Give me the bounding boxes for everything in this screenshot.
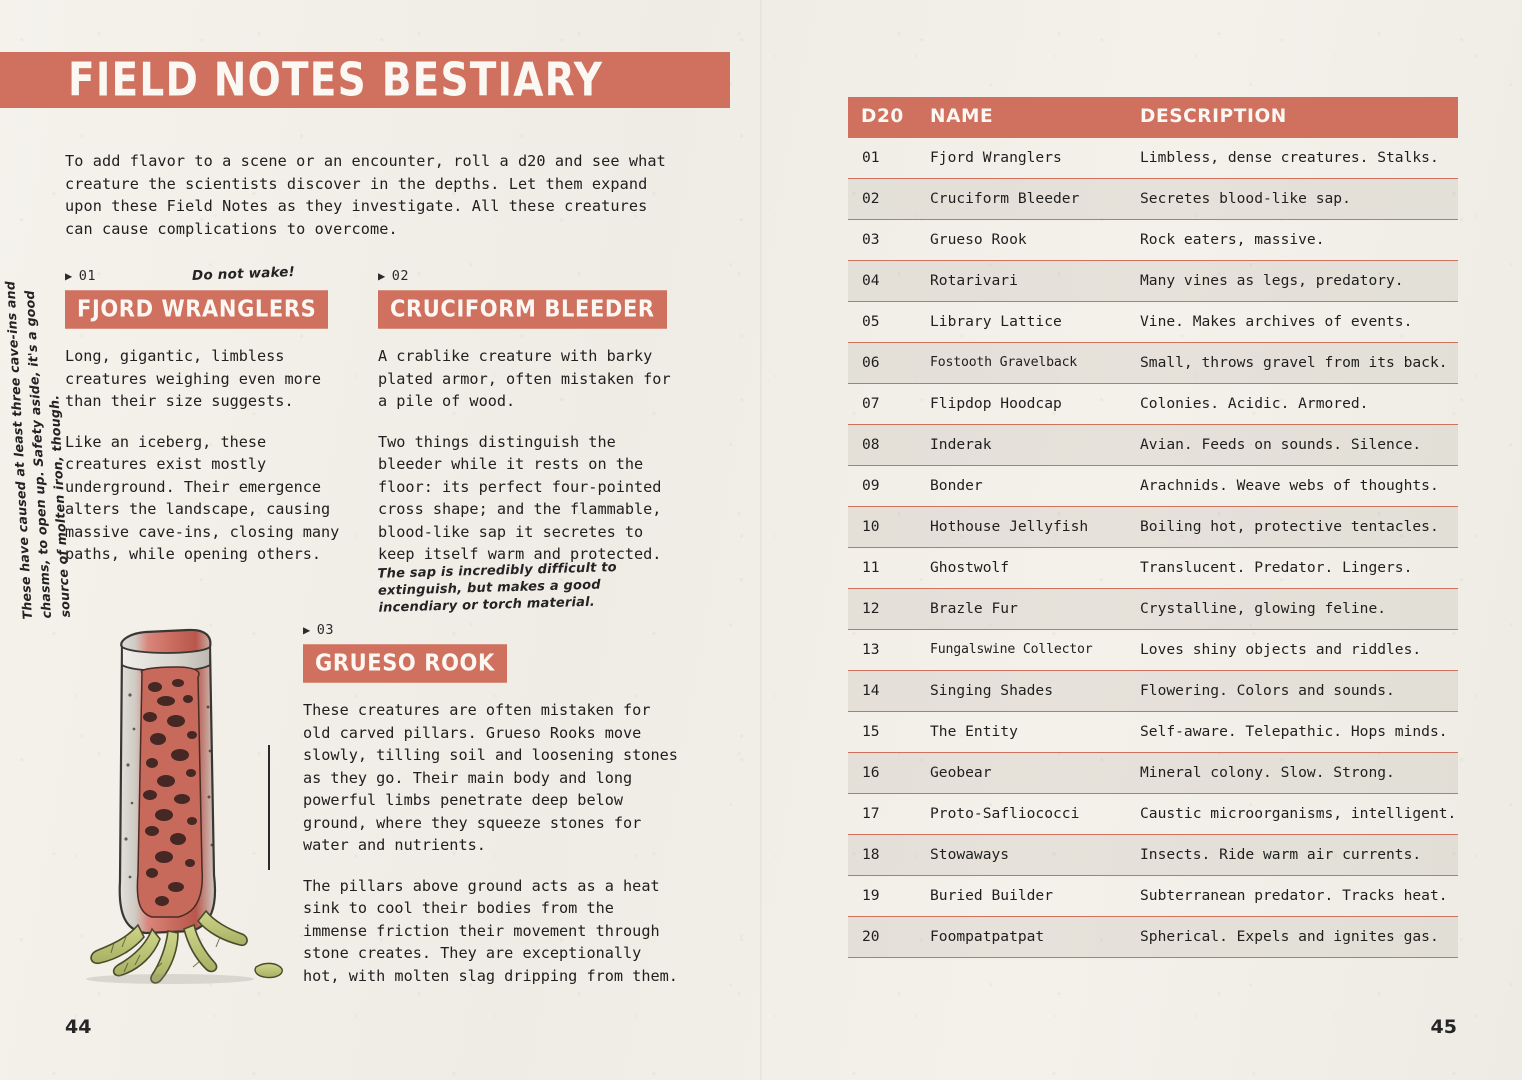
cell-description: Insects. Ride warm air currents. xyxy=(1126,835,1458,876)
table-row xyxy=(848,835,1458,876)
cell-name: Ghostwolf xyxy=(919,548,1126,589)
table-row xyxy=(848,425,1458,466)
cell-name: Flipdop Hoodcap xyxy=(919,384,1126,425)
entry-paragraph: Like an iceberg, these creatures exist mostly underground. Their emergence alters the landscape, causing massive cave-ins, closing many paths, while opening others. xyxy=(65,432,340,563)
cell-name: Proto-Safliococci xyxy=(919,794,1126,835)
entry-grueso-rook xyxy=(303,622,678,1005)
cell-description: Vine. Makes archives of events. xyxy=(1126,302,1458,343)
cell-name: Brazle Fur xyxy=(919,589,1126,630)
entry-number: 03 xyxy=(316,622,334,638)
cell-d20: 15 xyxy=(848,712,919,753)
cell-name: Inderak xyxy=(919,425,1126,466)
handwritten-note-do-not-wake: Do not wake! xyxy=(191,264,296,284)
table-row xyxy=(848,138,1458,179)
table-row xyxy=(848,671,1458,712)
cell-d20: 03 xyxy=(848,220,919,261)
triangle-bullet-icon: ▶ xyxy=(378,269,386,283)
cell-description: Colonies. Acidic. Armored. xyxy=(1126,384,1458,425)
cell-description: Subterranean predator. Tracks heat. xyxy=(1126,876,1458,917)
cell-description: Crystalline, glowing feline. xyxy=(1126,589,1458,630)
cell-description: Self-aware. Telepathic. Hops minds. xyxy=(1126,712,1458,753)
handwritten-note-sap: The sap is incredibly difficult to extinguish, but makes a good incendiary or torch material. xyxy=(377,560,618,616)
table-row xyxy=(848,179,1458,220)
table-row xyxy=(848,384,1458,425)
entry-fjord-wranglers xyxy=(65,268,357,584)
table-row xyxy=(848,507,1458,548)
table-row xyxy=(848,753,1458,794)
cell-d20: 05 xyxy=(848,302,919,343)
cell-description: Caustic microorganisms, intelligent. xyxy=(1126,794,1458,835)
cell-d20: 04 xyxy=(848,261,919,302)
cell-description: Rock eaters, massive. xyxy=(1126,220,1458,261)
table-row xyxy=(848,302,1458,343)
entry-body xyxy=(303,699,678,987)
right-page xyxy=(761,0,1522,1080)
cell-d20: 13 xyxy=(848,630,919,671)
cell-d20: 02 xyxy=(848,179,919,220)
cell-name: Singing Shades xyxy=(919,671,1126,712)
cell-description: Translucent. Predator. Lingers. xyxy=(1126,548,1458,589)
cell-name: Fostooth Gravelback xyxy=(919,343,1126,384)
entry-body xyxy=(65,345,357,566)
table-row xyxy=(848,917,1458,958)
table-row xyxy=(848,589,1458,630)
cell-description: Spherical. Expels and ignites gas. xyxy=(1126,917,1458,958)
page-title: FIELD NOTES BESTIARY xyxy=(68,53,604,107)
handwritten-note-side-margin: These have caused at least three cave-ins and chasms, to open up. Safety aside, it's a good source of molten iron, though. xyxy=(2,280,73,620)
table-row xyxy=(848,876,1458,917)
entry-number-row xyxy=(378,268,678,284)
cell-description: Avian. Feeds on sounds. Silence. xyxy=(1126,425,1458,466)
cell-d20: 12 xyxy=(848,589,919,630)
cell-d20: 17 xyxy=(848,794,919,835)
table-body xyxy=(848,138,1458,958)
entry-paragraph: The pillars above ground acts as a heat sink to cool their bodies from the immense friction their movement through stone creates. They are exceptionally hot, with molten slag dripping from them. xyxy=(303,876,678,985)
cell-description: Secretes blood-like sap. xyxy=(1126,179,1458,220)
entry-number-row xyxy=(303,622,678,638)
cell-d20: 16 xyxy=(848,753,919,794)
triangle-bullet-icon: ▶ xyxy=(303,623,311,637)
triangle-bullet-icon: ▶ xyxy=(65,269,73,283)
cell-description: Small, throws gravel from its back. xyxy=(1126,343,1458,384)
cell-name: Foompatpatpat xyxy=(919,917,1126,958)
bestiary-table-wrap xyxy=(848,97,1458,958)
cell-name: Cruciform Bleeder xyxy=(919,179,1126,220)
column-header-description: DESCRIPTION xyxy=(1126,97,1458,138)
cell-description: Loves shiny objects and riddles. xyxy=(1126,630,1458,671)
cell-d20: 18 xyxy=(848,835,919,876)
scale-reference-bar xyxy=(268,745,270,870)
cell-d20: 06 xyxy=(848,343,919,384)
table-row xyxy=(848,220,1458,261)
entry-title-wrap xyxy=(65,292,357,327)
table-row xyxy=(848,712,1458,753)
cell-d20: 08 xyxy=(848,425,919,466)
entry-title-wrap xyxy=(303,646,678,681)
cell-name: The Entity xyxy=(919,712,1126,753)
cell-name: Fjord Wranglers xyxy=(919,138,1126,179)
entry-number: 02 xyxy=(391,268,409,284)
entry-cruciform-bleeder xyxy=(378,268,678,584)
cell-name: Library Lattice xyxy=(919,302,1126,343)
table-head xyxy=(848,97,1458,138)
cell-d20: 11 xyxy=(848,548,919,589)
column-header-d20: D20 xyxy=(848,97,919,138)
cell-d20: 20 xyxy=(848,917,919,958)
page-title-banner xyxy=(0,52,730,108)
entry-number: 01 xyxy=(78,268,96,284)
table-row xyxy=(848,466,1458,507)
cell-name: Hothouse Jellyfish xyxy=(919,507,1126,548)
cell-description: Limbless, dense creatures. Stalks. xyxy=(1126,138,1458,179)
page-number-left: 44 xyxy=(65,1016,92,1038)
entry-paragraph: A crablike creature with barky plated armor, often mistaken for a pile of wood. xyxy=(378,347,671,410)
cell-description: Mineral colony. Slow. Strong. xyxy=(1126,753,1458,794)
cell-d20: 07 xyxy=(848,384,919,425)
cell-name: Fungalswine Collector xyxy=(919,630,1126,671)
table-row xyxy=(848,261,1458,302)
table-row xyxy=(848,794,1458,835)
entry-title-wrap xyxy=(378,292,678,327)
cell-description: Flowering. Colors and sounds. xyxy=(1126,671,1458,712)
intro-paragraph: To add flavor to a scene or an encounter, roll a d20 and see what creature the scientists discover in the depths. Let them expand upon these Field Notes as they investigate. All these creatures can cause complications to overcome. xyxy=(65,152,666,238)
table-row xyxy=(848,548,1458,589)
table-row xyxy=(848,630,1458,671)
creature-svg xyxy=(60,625,290,985)
cell-name: Rotarivari xyxy=(919,261,1126,302)
entry-title: GRUESO ROOK xyxy=(303,644,507,683)
table-row xyxy=(848,343,1458,384)
page-number-right: 45 xyxy=(1430,1016,1457,1038)
cell-d20: 14 xyxy=(848,671,919,712)
cell-name: Grueso Rook xyxy=(919,220,1126,261)
entry-title: CRUCIFORM BLEEDER xyxy=(378,290,667,329)
cell-d20: 19 xyxy=(848,876,919,917)
cell-name: Bonder xyxy=(919,466,1126,507)
grueso-rook-illustration xyxy=(60,625,290,985)
entry-paragraph: Long, gigantic, limbless creatures weighing even more than their size suggests. xyxy=(65,347,322,410)
entry-title: FJORD WRANGLERS xyxy=(65,290,328,329)
cell-name: Stowaways xyxy=(919,835,1126,876)
cell-name: Buried Builder xyxy=(919,876,1126,917)
cell-d20: 09 xyxy=(848,466,919,507)
entry-paragraph: These creatures are often mistaken for old carved pillars. Grueso Rooks move slowly, tilling soil and loosening stones as they go. Their main body and long powerful limbs penetrate deep below ground, where they squeeze stones for water and nutrients. xyxy=(303,701,678,854)
cell-description: Arachnids. Weave webs of thoughts. xyxy=(1126,466,1458,507)
entry-body xyxy=(378,345,678,566)
table-header-row xyxy=(848,97,1458,138)
cell-description: Boiling hot, protective tentacles. xyxy=(1126,507,1458,548)
cell-description: Many vines as legs, predatory. xyxy=(1126,261,1458,302)
entry-paragraph: Two things distinguish the bleeder while it rests on the floor: its perfect four-pointed cross shape; and the flammable, blood-like sap it secretes to keep itself warm and protected. xyxy=(378,432,662,563)
cell-name: Geobear xyxy=(919,753,1126,794)
cell-d20: 01 xyxy=(848,138,919,179)
bestiary-table xyxy=(848,97,1458,958)
column-header-name: NAME xyxy=(919,97,1126,138)
cell-d20: 10 xyxy=(848,507,919,548)
